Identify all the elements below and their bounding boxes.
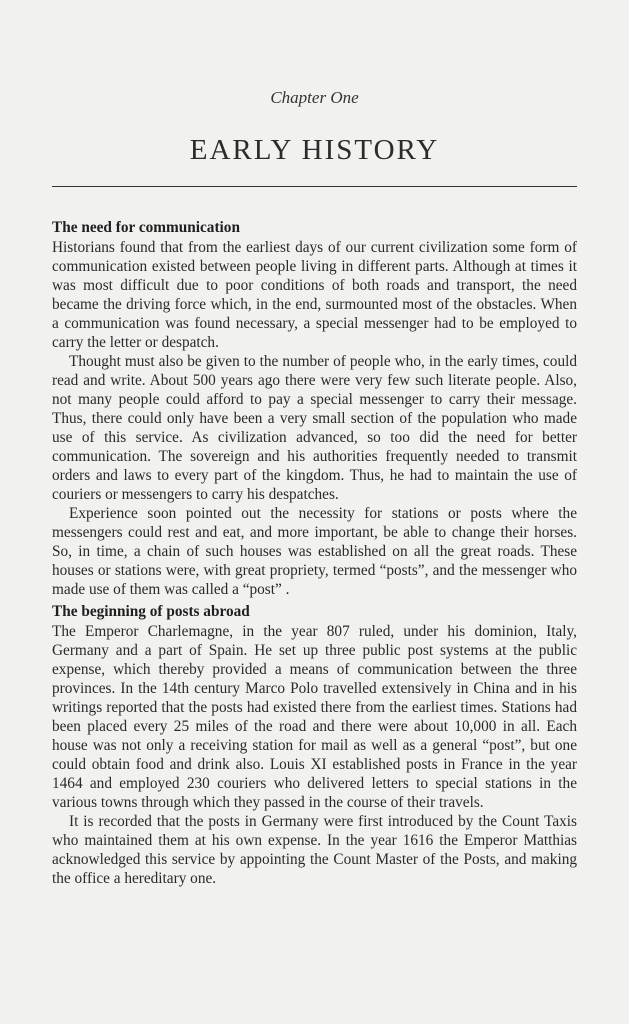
section-heading: The beginning of posts abroad — [52, 603, 250, 620]
paragraph: Thought must also be given to the number of people who, in the early times, could read and write. About 500 years ago there were very few such literate people. Also, not many people could afford to pay a special messenger to carry their message. Thus, there could only have been a very small section of the population who made use of this service. As civilization advanced, so too did the need for better communication. The sovereign and his authorities frequently needed to transmit orders and laws to every part of the kingdom. Thus, he had to maintain the use of couriers or messengers to carry his despatches. — [52, 353, 577, 503]
section-need-for-communication — [52, 218, 577, 599]
section-beginning-of-posts-abroad — [52, 602, 577, 888]
paragraph: Historians found that from the earliest days of our current civilization some form of communication existed between people living in different parts. Although at times it was most difficult due to poor conditions of both roads and transport, the need became the driving force which, in the end, surmounted most of the obstacles. When a communication was found necessary, a special messenger had to be employed to carry the letter or despatch. — [52, 239, 577, 351]
paragraph: The Emperor Charlemagne, in the year 807 ruled, under his dominion, Italy, Germany and a part of Spain. He set up three public post systems at the public expense, which thereby provided a means of communication between the three provinces. In the 14th century Marco Polo travelled extensively in China and in his writings reported that the posts had existed there from the earliest times. Stations had been placed every 25 miles of the road and there were about 10,000 in all. Each house was not only a receiving station for mail as well as a general “post”, but one could obtain food and drink also. Louis XI established posts in France in the year 1464 and employed 230 couriers who delivered letters to special stations in the various towns through which they passed in the course of their travels. — [52, 623, 577, 811]
paragraph: Experience soon pointed out the necessity for stations or posts where the messengers could rest and eat, and more important, be able to change their horses. So, in time, a chain of such houses was established on all the great roads. These houses or stations were, with great propriety, termed “posts”, and the messenger who made use of them was called a “post” . — [52, 505, 577, 598]
title-divider — [52, 186, 577, 187]
chapter-title: EARLY HISTORY — [189, 134, 440, 166]
chapter-number: Chapter One — [270, 88, 359, 107]
paragraph: It is recorded that the posts in Germany were first introduced by the Count Taxis who maintained them at his own expense. In the year 1616 the Emperor Matthias acknowledged this service by appointing the Count Master of the Posts, and making the office a hereditary one. — [52, 813, 577, 887]
section-heading: The need for communication — [52, 219, 240, 236]
chapter-body — [52, 218, 577, 888]
